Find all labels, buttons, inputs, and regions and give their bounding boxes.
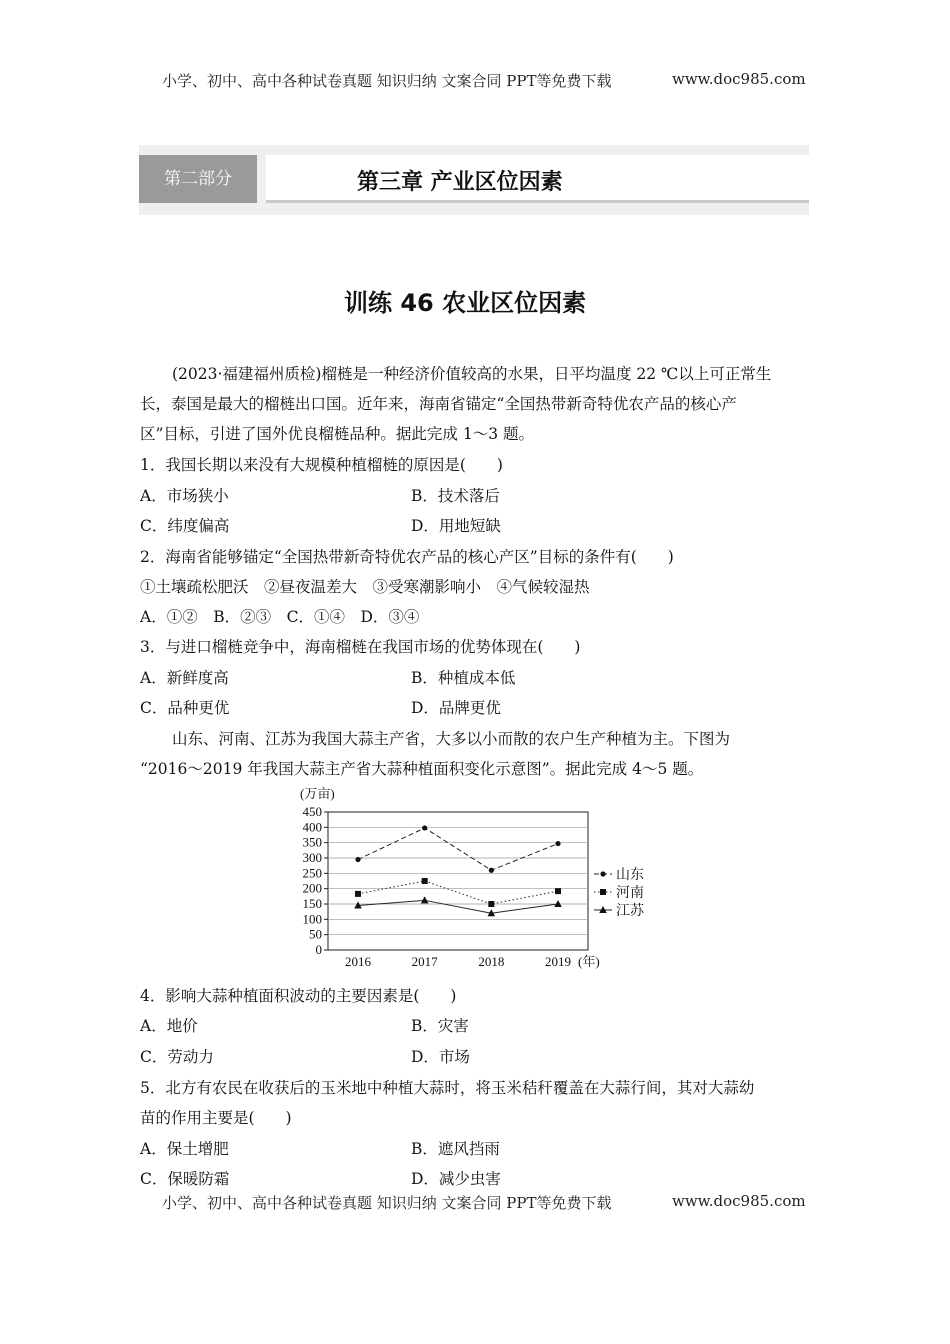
- x-tick-label: 2018: [478, 954, 505, 969]
- x-tick-label: 2016: [345, 954, 371, 969]
- series-line-河南: [358, 881, 558, 904]
- intro2-line2: “2016～2019 年我国大蒜主产省大蒜种植面积变化示意图”。据此完成 4～5 题。: [140, 760, 704, 778]
- legend-label-山东: 山东: [616, 867, 644, 883]
- y-tick-label: 450: [302, 804, 322, 819]
- header-text: 小学、初中、高中各种试卷真题 知识归纳 文案合同 PPT等免费下载: [162, 72, 612, 90]
- y-tick-label: 200: [302, 880, 322, 896]
- q5-option-a[interactable]: A．保土增肥: [140, 1140, 229, 1158]
- q4-stem: 4．影响大蒜种植面积波动的主要因素是( ): [140, 987, 457, 1005]
- data-point-江苏: [554, 900, 562, 907]
- q5-option-b[interactable]: B．遮风挡雨: [411, 1140, 500, 1158]
- q3-option-a[interactable]: A．新鲜度高: [140, 669, 229, 687]
- q3-stem: 3．与进口榴梿竞争中，海南榴梿在我国市场的优势体现在( ): [140, 638, 581, 656]
- garlic-area-chart: [288, 782, 668, 970]
- intro2-line1: 山东、河南、江苏为我国大蒜主产省，大多以小而散的农户生产种植为主。下图为: [172, 730, 731, 748]
- y-tick-label: 50: [309, 926, 322, 942]
- data-point-山东: [489, 868, 494, 873]
- data-point-河南: [555, 888, 561, 894]
- data-point-河南: [422, 878, 428, 884]
- series-line-江苏: [358, 900, 558, 913]
- q4-option-c[interactable]: C．劳动力: [140, 1048, 214, 1066]
- data-point-山东: [422, 825, 427, 830]
- data-point-山东: [555, 841, 560, 846]
- intro1-line3: 区”目标，引进了国外优良榴梿品种。据此完成 1～3 题。: [140, 425, 535, 443]
- q1-option-a[interactable]: A．市场狭小: [140, 487, 229, 505]
- q4-option-a[interactable]: A．地价: [140, 1017, 198, 1035]
- q4-option-d[interactable]: D．市场: [411, 1048, 470, 1066]
- q1-option-d[interactable]: D．用地短缺: [411, 517, 501, 535]
- q4-option-b[interactable]: B．灾害: [411, 1017, 469, 1035]
- legend-label-河南: 河南: [616, 885, 644, 901]
- q1-option-c[interactable]: C．纬度偏高: [140, 517, 230, 535]
- q5-stem-line1: 5．北方有农民在收获后的玉米地中种植大蒜时，将玉米秸秆覆盖在大蒜行间，其对大蒜幼: [140, 1079, 755, 1097]
- q3-option-c[interactable]: C．品种更优: [140, 699, 230, 717]
- q1-stem: 1．我国长期以来没有大规模种植榴梿的原因是( ): [140, 456, 503, 474]
- data-point-河南: [355, 891, 361, 897]
- legend-label-江苏: 江苏: [616, 903, 644, 919]
- y-tick-label: 300: [302, 850, 322, 865]
- y-axis-label: (万亩): [300, 786, 335, 801]
- q3-option-d[interactable]: D．品牌更优: [411, 699, 501, 717]
- x-axis-label: (年): [578, 954, 600, 969]
- series-line-山东: [358, 828, 558, 870]
- y-tick-label: 150: [302, 896, 322, 911]
- q5-stem-line2: 苗的作用主要是( ): [140, 1109, 292, 1127]
- page-title: 训练 46 农业区位因素: [344, 289, 587, 317]
- legend-marker-河南: [600, 889, 606, 895]
- q2-choices[interactable]: A．①② B．②③ C．①④ D．③④: [140, 608, 420, 626]
- q2-stem: 2．海南省能够锚定“全国热带新奇特优农产品的核心产区”目标的条件有( ): [140, 548, 674, 566]
- legend-marker-山东: [600, 871, 605, 876]
- x-tick-label: 2017: [411, 954, 438, 969]
- header-url[interactable]: www.doc985.com: [672, 70, 806, 88]
- y-tick-label: 100: [302, 911, 322, 927]
- footer-url[interactable]: www.doc985.com: [672, 1192, 806, 1210]
- y-tick-label: 400: [302, 819, 322, 835]
- data-point-河南: [488, 901, 494, 907]
- data-point-山东: [355, 857, 360, 862]
- data-point-江苏: [421, 896, 429, 903]
- x-tick-label: 2019: [545, 954, 571, 969]
- q5-option-d[interactable]: D．减少虫害: [411, 1170, 501, 1188]
- q2-items: ①土壤疏松肥沃 ②昼夜温差大 ③受寒潮影响小 ④气候较湿热: [140, 578, 590, 596]
- y-tick-label: 250: [302, 865, 322, 881]
- q5-option-c[interactable]: C．保暖防霜: [140, 1170, 230, 1188]
- y-tick-label: 350: [302, 834, 322, 850]
- intro1-line1: (2023·福建福州质检)榴梿是一种经济价值较高的水果，日平均温度 22 ℃以上可正常生: [172, 365, 772, 383]
- plot-frame: [328, 812, 588, 950]
- chapter-title: 第三章 产业区位因素: [357, 170, 563, 195]
- y-tick-label: 0: [315, 942, 322, 957]
- q3-option-b[interactable]: B．种植成本低: [411, 669, 516, 687]
- q1-option-b[interactable]: B．技术落后: [411, 487, 500, 505]
- intro1-line2: 长，泰国是最大的榴梿出口国。近年来，海南省锚定“全国热带新奇特优农产品的核心产: [140, 395, 737, 413]
- part-label: 第二部分: [139, 155, 257, 203]
- footer-text: 小学、初中、高中各种试卷真题 知识归纳 文案合同 PPT等免费下载: [162, 1194, 612, 1212]
